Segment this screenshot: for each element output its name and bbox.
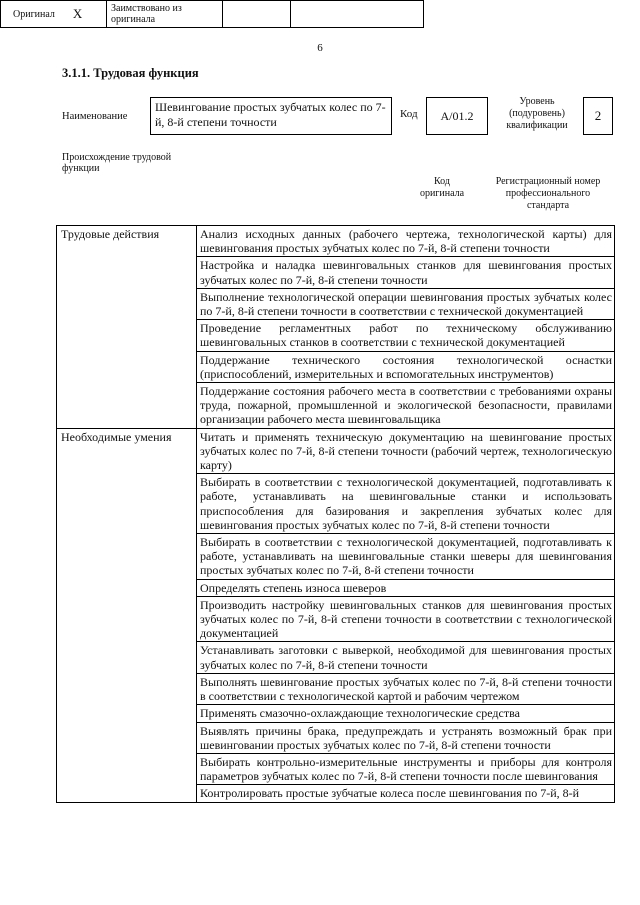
labor-action-item: Настройка и наладка шевинговальных станков для шевингования простых зубчатых колес по 7-й, 8-й степени точности bbox=[197, 257, 615, 288]
name-label: Наименование bbox=[62, 111, 128, 122]
origin-row bbox=[0, 0, 424, 28]
code-caption: Код оригинала bbox=[419, 176, 465, 199]
skills-header: Необходимые умения bbox=[57, 428, 197, 802]
skill-item: Производить настройку шевинговальных станков для шевингования простых зубчатых колес по 7-й, 8-й степени точности в соответствии с технологической документацией bbox=[197, 596, 615, 642]
section-title: 3.1.1. Трудовая функция bbox=[62, 66, 199, 80]
labor-action-item: Проведение регламентных работ по техническому обслуживанию шевинговальных станков в соответствии с технической документацией bbox=[197, 320, 615, 351]
skill-item: Устанавливать заготовки с выверкой, необходимой для шевингования простых зубчатых колес по 7-й, 8-й степени точности bbox=[197, 642, 615, 673]
labor-action-item: Анализ исходных данных (рабочего чертежа, технологической карты) для шевингования простых зубчатых колес по 7-й, 8-й степени точности bbox=[197, 226, 615, 257]
skill-item: Применять смазочно-охлаждающие технологические средства bbox=[197, 705, 615, 722]
labor-actions-header: Трудовые действия bbox=[57, 226, 197, 429]
labor-action-item: Поддержание технического состояния технологической оснастки (приспособлений, измерительных и вспомогательных инструментов) bbox=[197, 351, 615, 382]
origin-label: Происхождение трудовой функции bbox=[62, 152, 172, 174]
original-mark: X bbox=[72, 6, 83, 21]
code-label: Код bbox=[400, 108, 418, 120]
table-row bbox=[57, 226, 615, 257]
skill-item: Определять степень износа шеверов bbox=[197, 579, 615, 596]
skill-item: Контролировать простые зубчатые колеса после шевингования по 7-й, 8-й bbox=[197, 785, 615, 802]
borrowed-cell: Заимствовано из оригинала bbox=[107, 1, 223, 27]
skill-item: Выбирать в соответствии с технологической документацией, подготавливать к работе, устанавливать на шевинговальные станки шеверы для шевингования простых зубчатых колес по 7-й, 8-й степени точности bbox=[197, 534, 615, 580]
skill-item: Выполнять шевингование простых зубчатых колес по 7-й, 8-й степени точности в соответствии с технологической картой и рабочим чертежом bbox=[197, 673, 615, 704]
reg-number-cell bbox=[291, 1, 423, 27]
function-code-box: А/01.2 bbox=[426, 97, 488, 135]
table-row bbox=[57, 428, 615, 474]
origin-code-cell bbox=[223, 1, 291, 27]
labor-action-item: Выполнение технологической операции шевингования простых зубчатых колес по 7-й, 8-й степени точности в соответствии с технической документацией bbox=[197, 288, 615, 319]
function-table bbox=[56, 225, 615, 803]
skill-item: Выявлять причины брака, предупреждать и устранять возможный брак при шевинговании простых зубчатых колес по 7-й, 8-й степени точности bbox=[197, 722, 615, 753]
level-box: 2 bbox=[583, 97, 613, 135]
level-label: Уровень (подуровень) квалификации bbox=[506, 96, 568, 131]
skill-item: Выбирать в соответствии с технологической документацией, подготавливать к работе, устанавливать на шевинговальные станки и использовать приспособления для базирования и закрепления зубчатых колес для шевингования простых зубчатых колес по 7-й, 8-й степени точности bbox=[197, 474, 615, 534]
original-label: Оригинал bbox=[13, 8, 55, 20]
page-number: 6 bbox=[317, 42, 323, 54]
labor-action-item: Поддержание состояния рабочего места в соответствии с требованиями охраны труда, пожарной, промышленной и экологической безопасности, правилами организации рабочего места шевинговальщика bbox=[197, 383, 615, 429]
skill-item: Выбирать контрольно-измерительные инструменты и приборы для контроля параметров зубчатых колес по 7-й, 8-й степени точности после шевингования bbox=[197, 753, 615, 784]
function-name-box: Шевингование простых зубчатых колес по 7-й, 8-й степени точности bbox=[150, 97, 392, 135]
skill-item: Читать и применять техническую документацию на шевингование простых зубчатых колес по 7-й, 8-й степени точности (рабочий чертеж, технологическую карту) bbox=[197, 428, 615, 474]
original-cell bbox=[1, 1, 107, 27]
reg-caption: Регистрационный номер профессионального стандарта bbox=[495, 176, 601, 211]
